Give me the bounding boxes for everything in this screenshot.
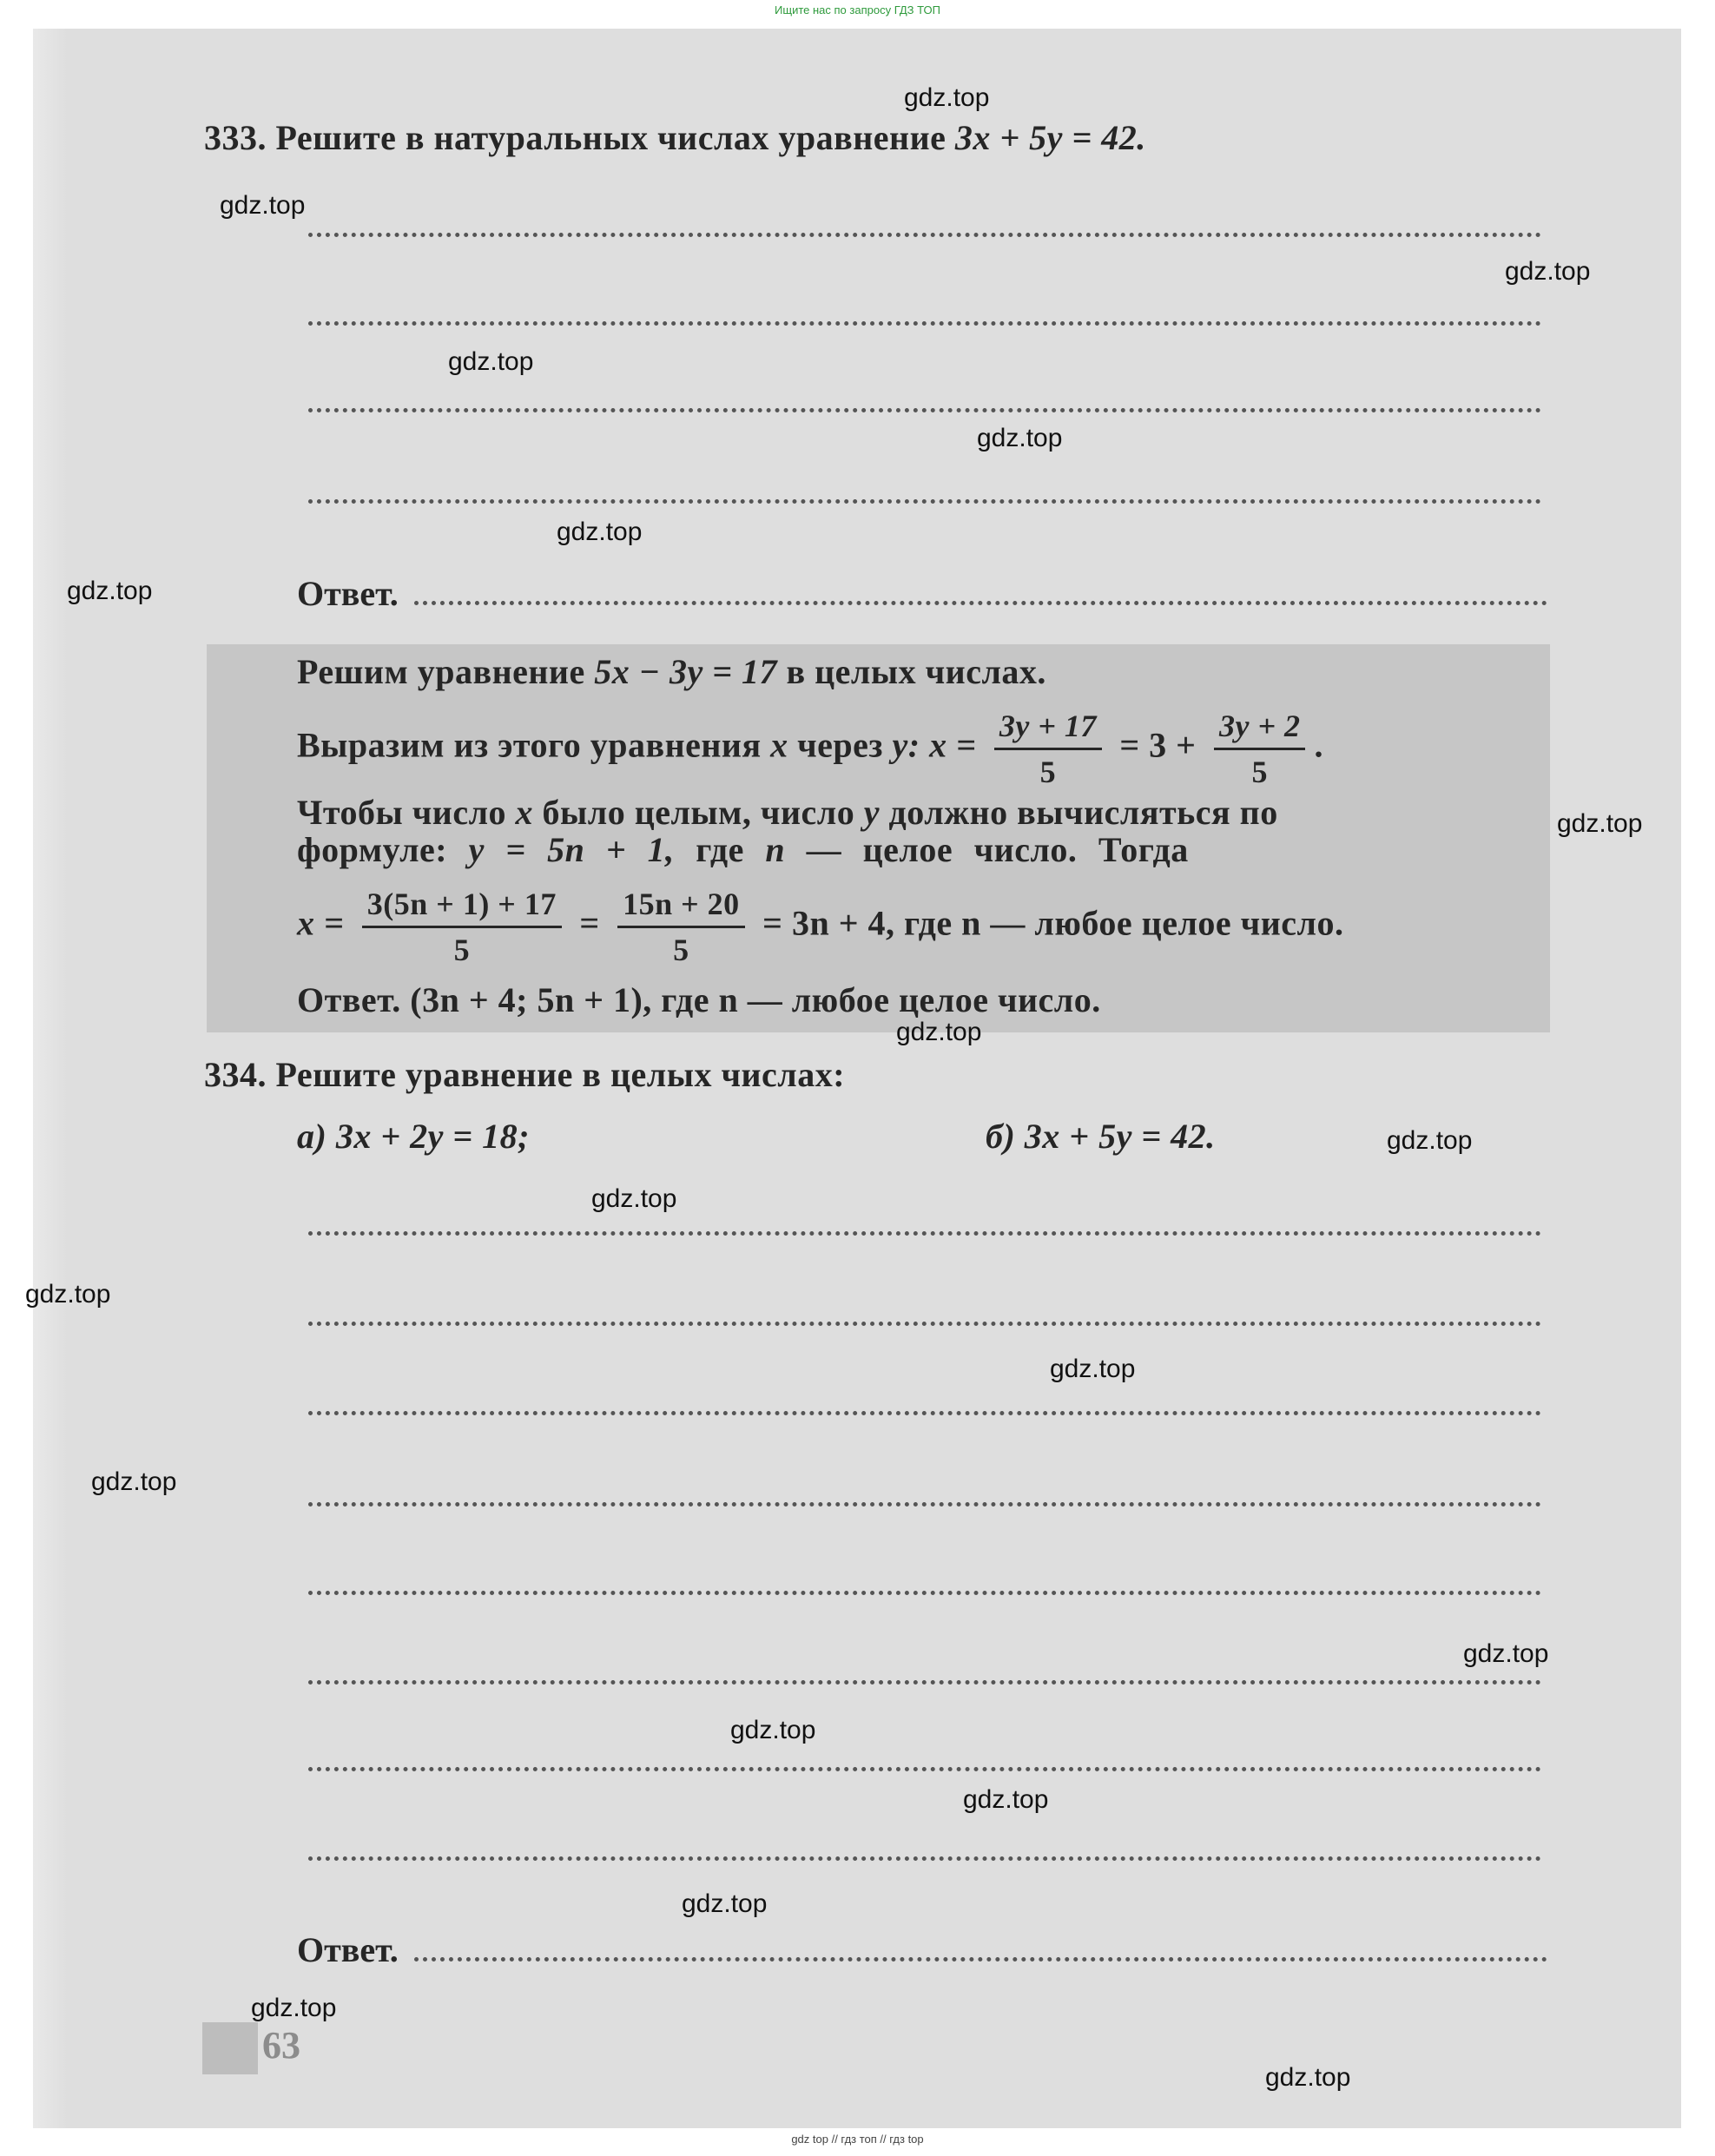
- watermark: gdz.top: [591, 1184, 677, 1213]
- example-equation: y = 5n + 1,: [468, 830, 675, 869]
- fraction-4: [617, 886, 745, 968]
- answer-line[interactable]: [308, 321, 1541, 326]
- example-equation: x =: [297, 903, 345, 943]
- example-text: было целым, число: [542, 793, 855, 832]
- task-333-equation: 3x + 5y = 42.: [954, 118, 1146, 157]
- answer-line[interactable]: [308, 1856, 1541, 1861]
- watermark: gdz.top: [896, 1018, 982, 1046]
- example-answer: [297, 979, 1101, 1020]
- watermark: gdz.top: [904, 83, 990, 112]
- task-334-part-b: [986, 1116, 1216, 1157]
- page-number-box: [202, 2022, 258, 2074]
- watermark: gdz.top: [448, 347, 534, 376]
- watermark: gdz.top: [1505, 257, 1591, 286]
- example-answer-text: (3n + 4; 5n + 1), где n — любое целое число.: [410, 980, 1101, 1019]
- answer-line[interactable]: [308, 408, 1541, 412]
- answer-label: Ответ.: [297, 980, 401, 1019]
- fraction-numerator: 3y + 2: [1214, 708, 1306, 750]
- watermark: gdz.top: [67, 577, 153, 605]
- fraction-2: [1214, 708, 1306, 790]
- example-text: Выразим из этого уравнения: [297, 725, 762, 765]
- watermark: gdz.top: [1265, 2063, 1351, 2092]
- variable-y: y: [863, 793, 880, 832]
- example-equation: 5x − 3y = 17: [594, 652, 778, 691]
- example-text: через: [797, 725, 883, 765]
- answer-line[interactable]: [308, 499, 1541, 504]
- watermark: gdz.top: [220, 191, 306, 220]
- fraction-denominator: 5: [1251, 755, 1268, 789]
- answer-line[interactable]: [308, 233, 1541, 237]
- variable-y: y:: [892, 725, 920, 765]
- answer-line[interactable]: [308, 1502, 1541, 1507]
- example-text: где: [696, 830, 744, 869]
- fraction-denominator: 5: [453, 933, 471, 967]
- example-line-2: [297, 708, 1323, 790]
- answer-line[interactable]: [308, 1591, 1541, 1595]
- fraction-1: [994, 708, 1102, 790]
- task-333-text: Решите в натуральных числах уравнение: [275, 118, 947, 157]
- answer-line[interactable]: [308, 1767, 1541, 1771]
- watermark: gdz.top: [1463, 1639, 1549, 1668]
- task-333-answer-row: [297, 573, 1547, 614]
- example-text: в целых числах.: [786, 652, 1046, 691]
- part-b-equation: б) 3x + 5y = 42.: [986, 1117, 1216, 1156]
- example-line-1: [297, 651, 1046, 692]
- task-334-text: Решите уравнение в целых числах:: [275, 1055, 846, 1094]
- fraction-numerator: 3y + 17: [994, 708, 1102, 750]
- task-334-answer-row: [297, 1929, 1547, 1970]
- fraction-denominator: 5: [673, 933, 689, 967]
- watermark: gdz.top: [682, 1889, 768, 1918]
- example-text: должно вычисляться по: [888, 793, 1278, 832]
- top-banner[interactable]: Ищите нас по запросу ГДЗ ТОП: [775, 3, 940, 16]
- fraction-numerator: 3(5n + 1) + 17: [362, 886, 562, 928]
- watermark: gdz.top: [251, 1994, 337, 2022]
- fraction-denominator: 5: [1039, 755, 1057, 789]
- example-line-4: [297, 829, 1189, 870]
- bottom-banner[interactable]: gdz top // гдз топ // гдз top: [791, 2133, 924, 2146]
- example-text: Решим уравнение: [297, 652, 585, 691]
- example-equation: = 3n + 4, где n — любое целое число.: [762, 903, 1344, 943]
- variable-n: n: [765, 830, 786, 869]
- example-line-5: [297, 886, 1343, 968]
- answer-line[interactable]: [414, 1957, 1547, 1961]
- answer-line[interactable]: [414, 601, 1547, 605]
- answer-line[interactable]: [308, 1231, 1541, 1236]
- answer-label: Ответ.: [297, 574, 399, 613]
- task-334-number: 334.: [204, 1055, 267, 1094]
- example-equation: =: [579, 903, 600, 943]
- watermark: gdz.top: [730, 1716, 816, 1744]
- watermark: gdz.top: [25, 1280, 111, 1309]
- part-a-equation: а) 3x + 2y = 18;: [297, 1117, 530, 1156]
- page-number: 63: [262, 2024, 300, 2067]
- watermark: gdz.top: [1050, 1355, 1136, 1383]
- watermark: gdz.top: [977, 424, 1063, 452]
- answer-line[interactable]: [308, 1322, 1541, 1326]
- fraction-numerator: 15n + 20: [617, 886, 745, 928]
- example-equation: = 3 +: [1119, 725, 1197, 765]
- page-edge-shadow: [33, 29, 68, 2128]
- watermark: gdz.top: [1387, 1126, 1473, 1155]
- example-text: — целое число. Тогда: [806, 830, 1189, 869]
- example-text: Чтобы число: [297, 793, 507, 832]
- example-equation: x =: [929, 725, 977, 765]
- watermark: gdz.top: [963, 1785, 1049, 1814]
- answer-label: Ответ.: [297, 1930, 399, 1969]
- example-text: формуле:: [297, 830, 448, 869]
- watermark: gdz.top: [91, 1467, 177, 1496]
- task-334-part-a: [297, 1116, 530, 1157]
- watermark: gdz.top: [557, 518, 643, 546]
- answer-line[interactable]: [308, 1411, 1541, 1415]
- example-text: .: [1314, 725, 1323, 765]
- example-line-3: [297, 792, 1278, 833]
- task-333-heading: [204, 117, 1146, 158]
- answer-line[interactable]: [308, 1680, 1541, 1685]
- task-334-heading: [204, 1054, 845, 1095]
- variable-x: x: [515, 793, 534, 832]
- fraction-3: [362, 886, 562, 968]
- task-333-number: 333.: [204, 118, 267, 157]
- variable-x: x: [770, 725, 788, 765]
- watermark: gdz.top: [1557, 809, 1643, 838]
